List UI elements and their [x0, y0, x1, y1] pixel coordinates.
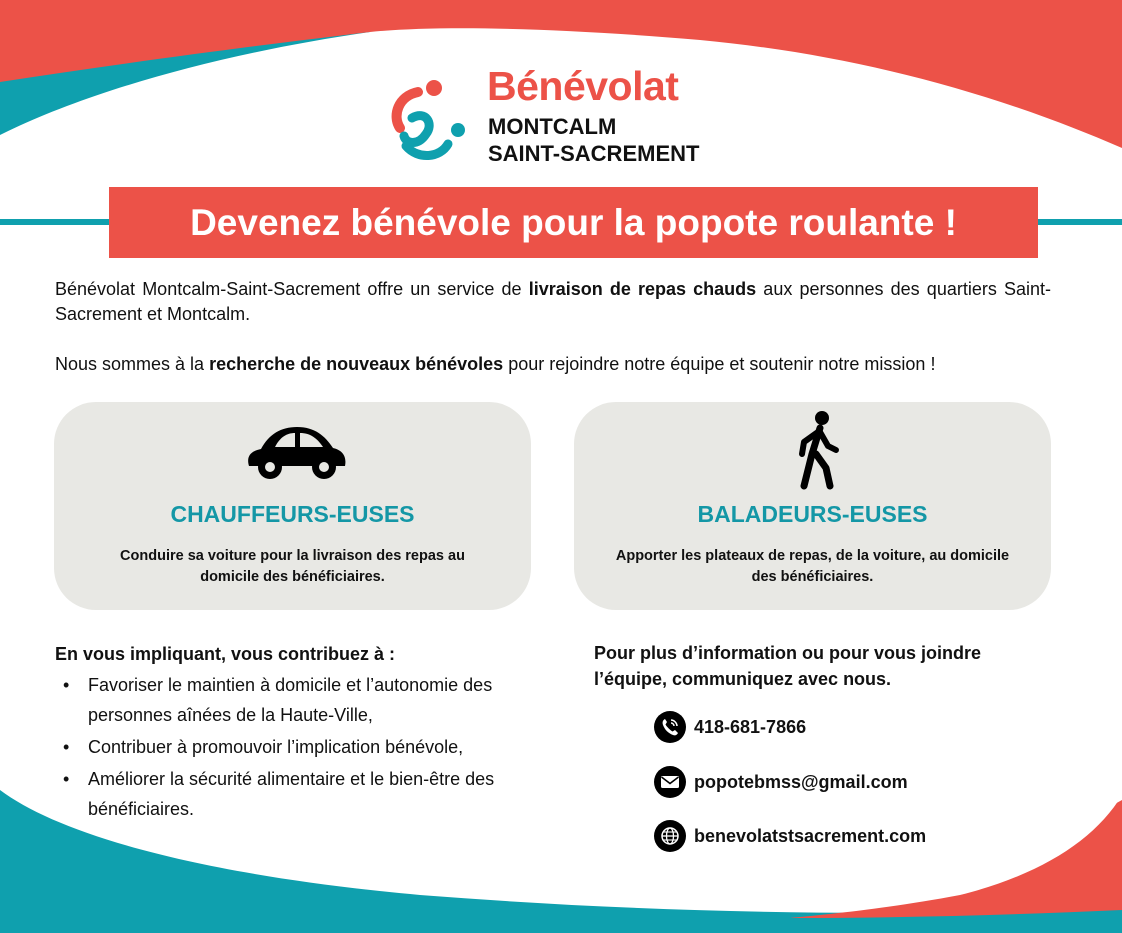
phone-icon: [654, 711, 686, 743]
email-address[interactable]: popotebmss@gmail.com: [694, 771, 908, 792]
logo-wordmark: Bénévolat: [487, 63, 679, 109]
intro-highlight-2: recherche de nouveaux bénévoles: [209, 354, 504, 374]
logo-mark-icon: [388, 74, 480, 164]
role-card-drivers: [54, 402, 531, 610]
walking-person-icon: [796, 410, 842, 490]
globe-icon: [654, 820, 686, 852]
list-item: • Favoriser le maintien à domicile et l’autonomie des personnes aînées de la Haute-Ville,: [55, 670, 525, 730]
logo-line-saint-sacrement: SAINT-SACREMENT: [488, 141, 700, 166]
contributions-list: [55, 670, 525, 826]
intro-paragraph-2: Nous sommes à la recherche de nouveaux bénévoles pour rejoindre notre équipe et soutenir notre mission !: [55, 354, 936, 374]
role-card-walkers: [574, 402, 1051, 610]
list-item: • Contribuer à promouvoir l’implication bénévole,: [55, 732, 525, 762]
page-title: Devenez bénévole pour la popote roulante !: [109, 187, 1038, 258]
logo: [388, 62, 728, 172]
role-description-walkers: Apporter les plateaux de repas, de la voiture, au domicile des bénéficiaires.: [615, 548, 1010, 585]
intro-paragraph-1: Bénévolat Montcalm-Saint-Sacrement offre un service de livraison de repas chauds aux personnes des quartiers Saint-Sacrement et Montcalm.: [55, 279, 1051, 324]
contact-heading: Pour plus d’information ou pour vous joindre l’équipe, communiquez avec nous.: [594, 643, 981, 689]
contact-website[interactable]: [654, 820, 926, 852]
car-icon: [243, 424, 349, 480]
envelope-icon: [654, 766, 686, 798]
phone-number[interactable]: 418-681-7866: [694, 716, 807, 737]
intro-highlight-1: livraison de repas chauds: [528, 279, 757, 299]
contact-phone[interactable]: [654, 711, 806, 743]
contact-email[interactable]: [654, 766, 908, 798]
role-title-drivers: CHAUFFEURS-EUSES: [170, 501, 415, 527]
title-accent-line-left: [0, 219, 115, 225]
title-accent-line-right: [1032, 219, 1122, 225]
list-item: • Améliorer la sécurité alimentaire et le bien-être des bénéficiaires.: [55, 764, 525, 824]
role-title-walkers: BALADEURS-EUSES: [697, 501, 928, 527]
role-description-drivers: Conduire sa voiture pour la livraison des repas au domicile des bénéficiaires.: [120, 548, 465, 585]
website-link[interactable]: benevolatstsacrement.com: [694, 825, 927, 846]
contributions-heading: En vous impliquant, vous contribuez à :: [55, 644, 396, 664]
logo-line-montcalm: MONTCALM: [488, 114, 617, 139]
